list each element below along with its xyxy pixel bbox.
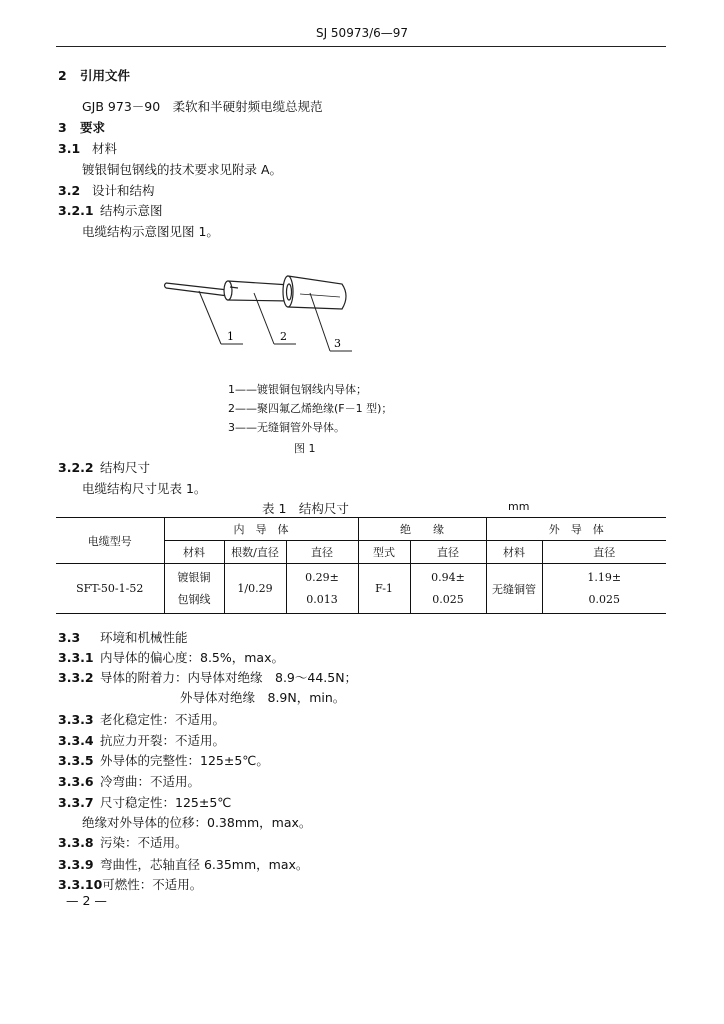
item-text: 污染：不适用。 bbox=[100, 835, 188, 850]
section-3-2-2-heading bbox=[58, 458, 150, 476]
cell-line: 0.013 bbox=[306, 592, 338, 606]
item-text: 外导体对绝缘 8.9N，min。 bbox=[180, 690, 346, 705]
section-title: 结构尺寸 bbox=[100, 460, 151, 475]
section-number: 2 bbox=[58, 68, 67, 83]
figure-legend-1: 1——镀银铜包钢线内导体； bbox=[228, 383, 367, 396]
subheader-material: 材料 bbox=[164, 541, 224, 564]
figure-legend-2: 2——聚四氟乙烯绝缘(F－1 型)； bbox=[228, 402, 393, 415]
cell-inner-material bbox=[164, 564, 224, 614]
section-title: 材料 bbox=[92, 141, 118, 156]
item-number: 3.3.8 bbox=[58, 835, 94, 850]
figure-caption: 图 1 bbox=[294, 442, 316, 455]
subheader-diameter: 直径 bbox=[542, 541, 666, 564]
outer-conductor bbox=[283, 276, 346, 309]
section-title: 引用文件 bbox=[80, 68, 131, 83]
item-text: 冷弯曲：不适用。 bbox=[100, 774, 201, 789]
item-number: 3.3.5 bbox=[58, 753, 94, 768]
list-item bbox=[58, 793, 231, 811]
insulation bbox=[224, 281, 290, 301]
cell-model: SFT-50-1-52 bbox=[56, 564, 164, 614]
list-item bbox=[58, 710, 225, 728]
item-text: 尺寸稳定性：125±5℃ bbox=[100, 795, 232, 810]
header-outer-conductor: 外 导 体 bbox=[486, 518, 666, 541]
figure-legend-3: 3——无缝铜管外导体。 bbox=[228, 421, 345, 434]
section-title: 结构示意图 bbox=[100, 203, 163, 218]
cell-insulation-diameter bbox=[410, 564, 486, 614]
callout-2: 2 bbox=[280, 330, 287, 343]
list-item bbox=[58, 751, 269, 769]
list-item bbox=[58, 855, 308, 873]
section-number: 3.2.2 bbox=[58, 460, 94, 475]
cell-outer-material: 无缝铜管 bbox=[486, 564, 542, 614]
section-number: 3.1 bbox=[58, 141, 81, 156]
list-item bbox=[58, 628, 188, 646]
item-number: 3.3.2 bbox=[58, 670, 94, 685]
cell-insulation-type: F-1 bbox=[358, 564, 410, 614]
cell-line: 0.025 bbox=[588, 592, 620, 606]
item-text: 导体的附着力：内导体对绝缘 8.9～44.5N； bbox=[100, 670, 358, 685]
section-number: 3 bbox=[58, 120, 67, 135]
section-title: 设计和结构 bbox=[92, 183, 155, 198]
item-number: 3.3.6 bbox=[58, 774, 94, 789]
page-number: — 2 — bbox=[66, 893, 107, 908]
table-unit: mm bbox=[508, 500, 530, 513]
item-number: 3.3.3 bbox=[58, 712, 94, 727]
item-text: 老化稳定性：不适用。 bbox=[100, 712, 226, 727]
header-model: 电缆型号 bbox=[56, 518, 164, 564]
header-inner-conductor: 内 导 体 bbox=[164, 518, 358, 541]
cell-line: 0.29± bbox=[305, 570, 339, 584]
list-item bbox=[58, 772, 200, 790]
section-title: 要求 bbox=[80, 120, 106, 135]
reference-document: GJB 973－90 柔软和半硬射频电缆总规范 bbox=[82, 99, 323, 114]
list-item bbox=[58, 648, 284, 666]
item-text: 内导体的偏心度：8.5%，max。 bbox=[100, 650, 284, 665]
cell-line: 0.025 bbox=[432, 592, 464, 606]
subheader-type: 型式 bbox=[358, 541, 410, 564]
item-text: 可燃性：不适用。 bbox=[102, 877, 203, 892]
callout-1: 1 bbox=[227, 330, 234, 343]
list-item bbox=[58, 731, 225, 749]
item-text: 外导体的完整性：125±5℃。 bbox=[100, 753, 269, 768]
table-row bbox=[56, 564, 666, 614]
list-item bbox=[58, 668, 357, 686]
list-item bbox=[58, 875, 202, 893]
cell-line: 1.19± bbox=[587, 570, 622, 584]
section-3-1-text: 镀银铜包钢线的技术要求见附录 A。 bbox=[82, 162, 283, 177]
subheader-diameter: 直径 bbox=[410, 541, 486, 564]
subheader-material: 材料 bbox=[486, 541, 542, 564]
list-item bbox=[58, 833, 188, 851]
item-text: 抗应力开裂：不适用。 bbox=[100, 733, 226, 748]
structure-dimensions-table bbox=[56, 517, 666, 614]
item-number: 3.3.4 bbox=[58, 733, 94, 748]
item-number: 3.3.7 bbox=[58, 795, 94, 810]
item-text: 弯曲性，芯轴直径 6.35mm，max。 bbox=[100, 857, 309, 872]
section-3-2-1-text: 电缆结构示意图见图 1。 bbox=[82, 224, 219, 239]
cell-line: 镀银铜 bbox=[177, 570, 211, 584]
cell-inner-diameter bbox=[286, 564, 358, 614]
standard-number: SJ 50973/6—97 bbox=[315, 26, 409, 40]
list-item bbox=[180, 688, 345, 706]
section-number: 3.2 bbox=[58, 183, 81, 198]
item-number: 3.3.9 bbox=[58, 857, 94, 872]
item-number: 3.3.1 bbox=[58, 650, 94, 665]
table-title: 表 1 结构尺寸 bbox=[262, 501, 349, 516]
header-insulation: 绝 缘 bbox=[358, 518, 486, 541]
section-number: 3.2.1 bbox=[58, 203, 94, 218]
callout-3: 3 bbox=[334, 337, 341, 350]
subheader-count-diameter: 根数/直径 bbox=[224, 541, 286, 564]
section-3-2-2-text: 电缆结构尺寸见表 1。 bbox=[82, 481, 207, 496]
item-text: 环境和机械性能 bbox=[100, 630, 188, 645]
cell-line: 0.94± bbox=[431, 570, 465, 584]
subheader-diameter: 直径 bbox=[286, 541, 358, 564]
cell-line: 包钢线 bbox=[177, 592, 211, 606]
item-text: 绝缘对外导体的位移：0.38mm，max。 bbox=[82, 815, 312, 830]
inner-conductor bbox=[165, 283, 229, 296]
item-number: 3.3.10 bbox=[58, 877, 103, 892]
cell-count-diameter: 1/0.29 bbox=[224, 564, 286, 614]
item-number: 3.3 bbox=[58, 630, 81, 645]
list-item bbox=[82, 813, 311, 831]
cell-outer-diameter bbox=[542, 564, 666, 614]
